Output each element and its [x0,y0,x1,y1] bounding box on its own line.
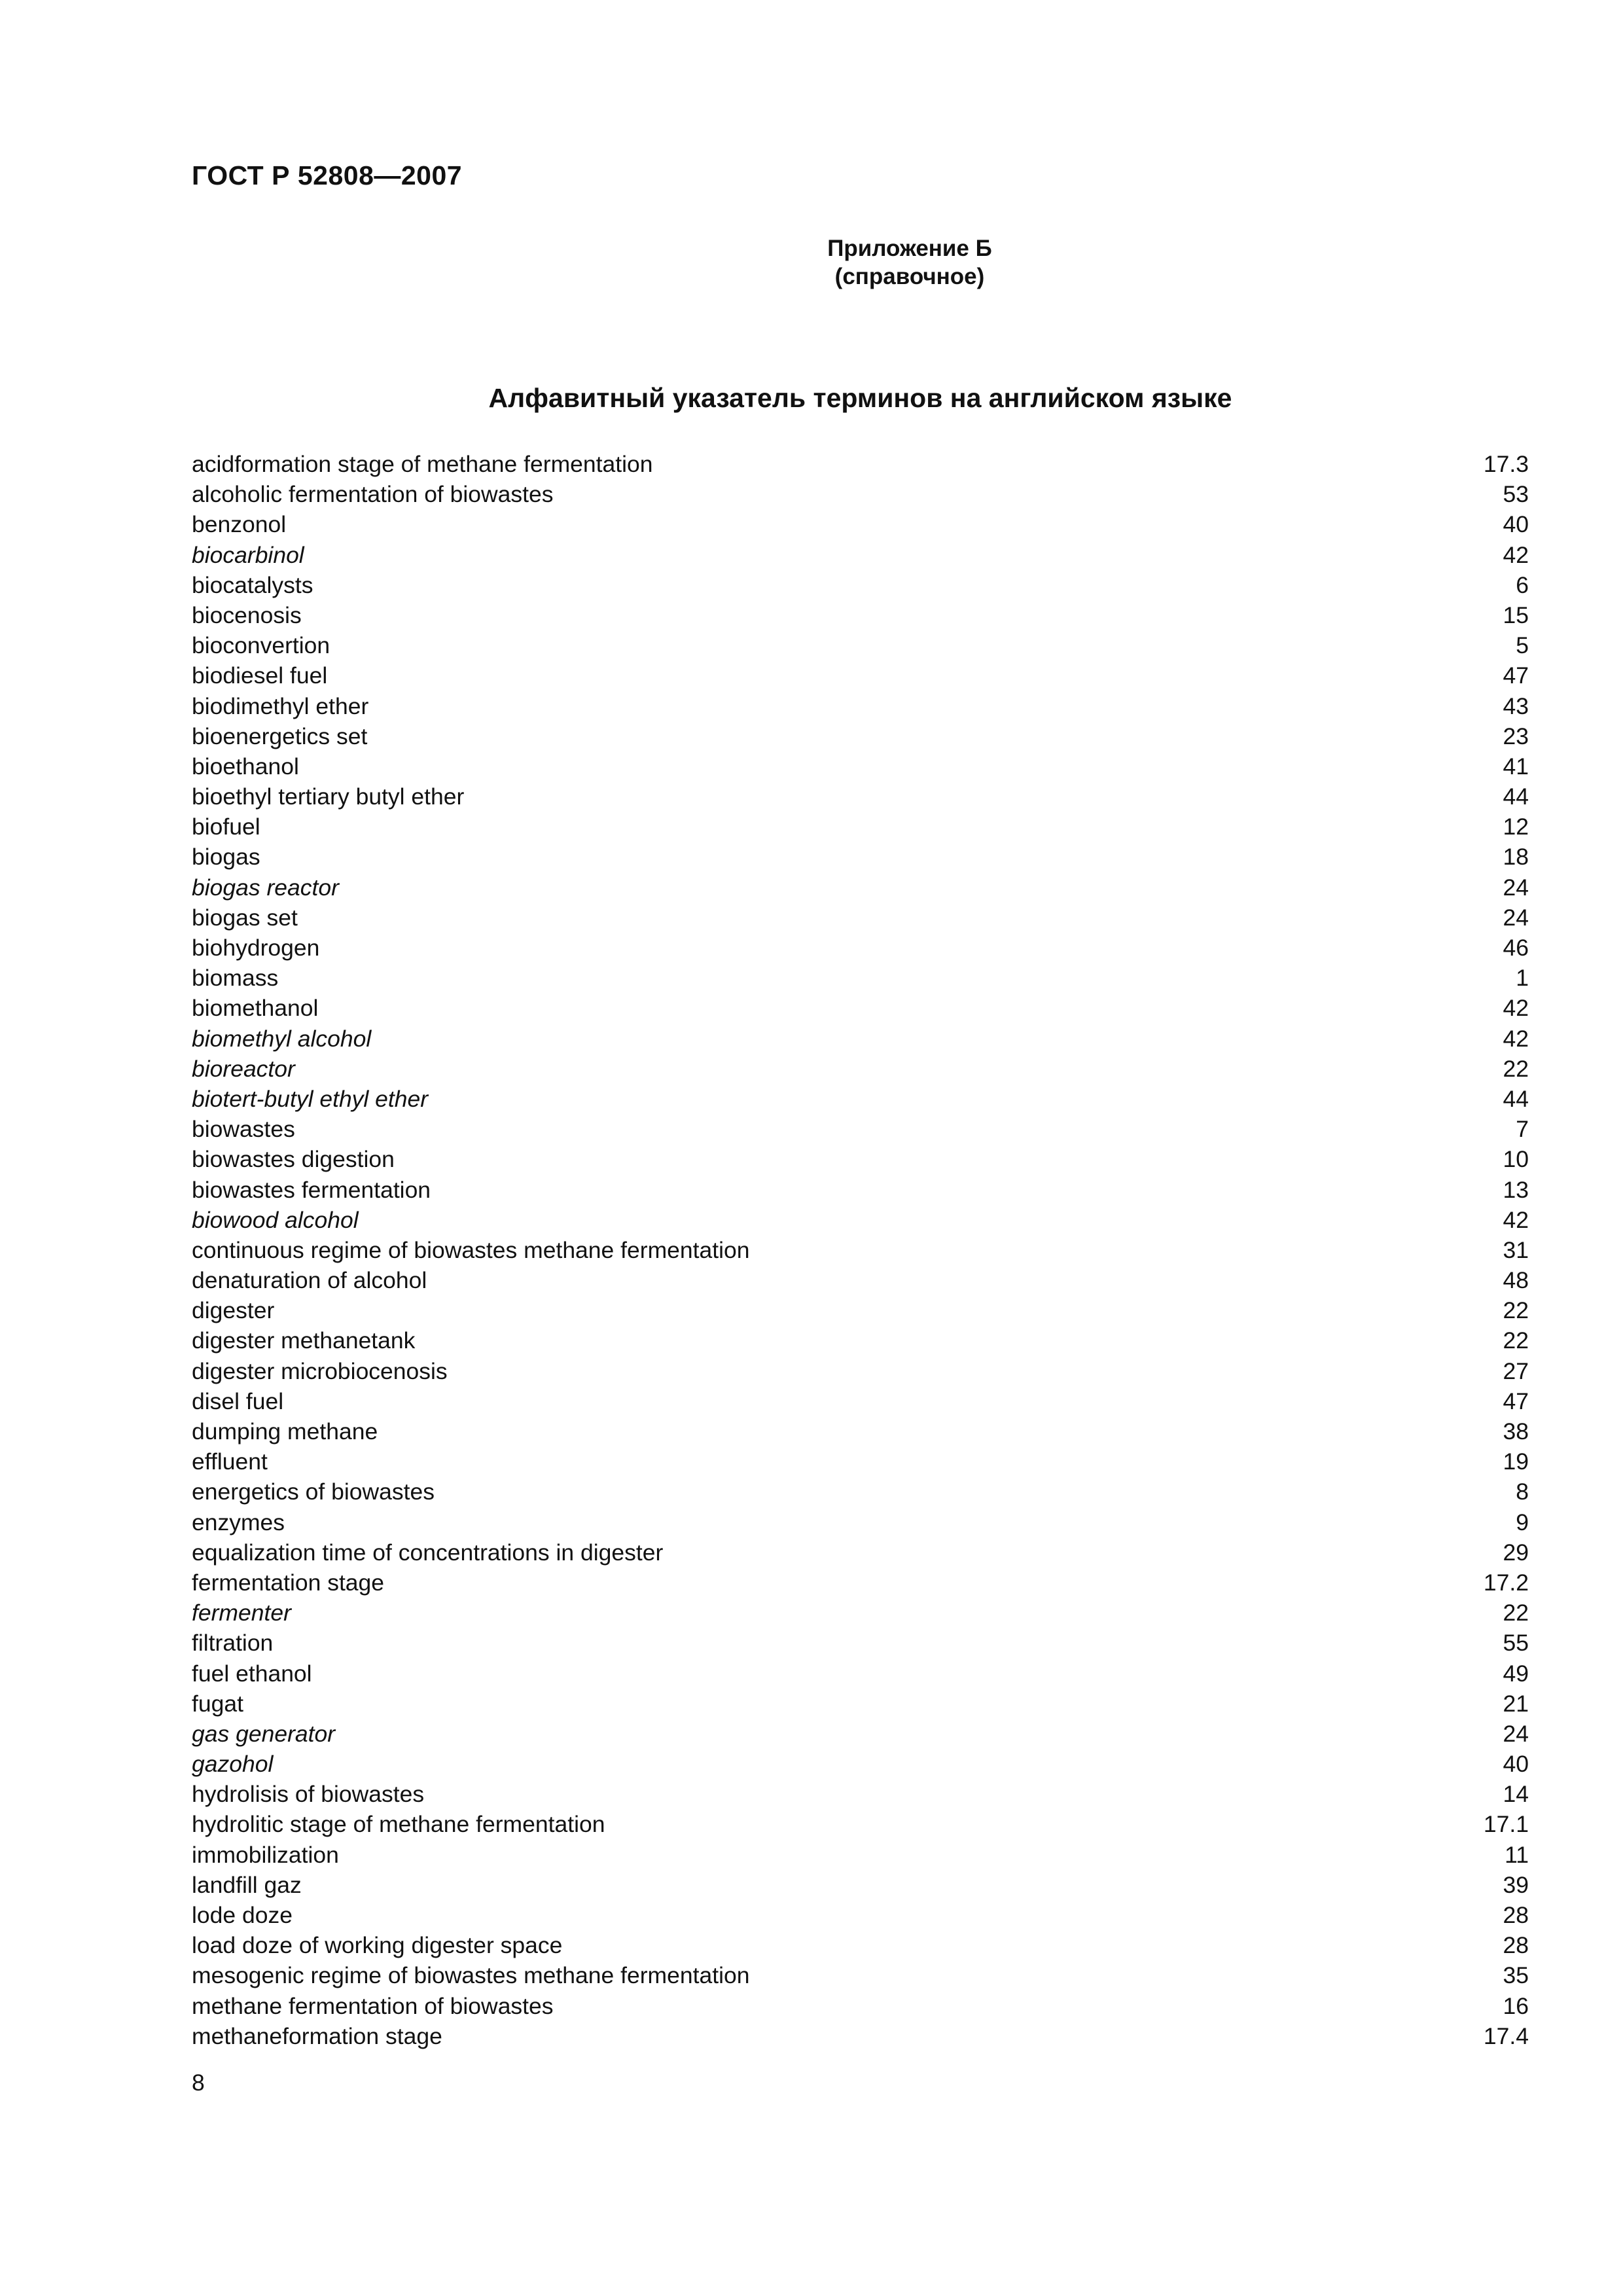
index-term: biogas set [192,904,298,931]
index-entry [192,570,1529,600]
index-term: bioreactor [192,1055,295,1082]
index-ref: 39 [1503,1871,1529,1898]
index-entry [192,1568,1529,1598]
index-term: fermenter [192,1600,291,1626]
index-ref: 17.3 [1483,451,1529,477]
index-entry [192,1960,1529,1990]
index-term: denaturation of alcohol [192,1267,427,1294]
index-entry [192,1930,1529,1960]
index-term: benzonol [192,511,287,538]
index-entry [192,872,1529,903]
index-entry [192,842,1529,872]
index-term: biowood alcohol [192,1206,359,1233]
index-entry [192,751,1529,781]
index-ref: 17.1 [1483,1811,1529,1838]
index-entry [192,1175,1529,1205]
index-ref: 42 [1503,541,1529,568]
document-code: ГОСТ Р 52808—2007 [192,160,463,190]
index-ref: 42 [1503,1206,1529,1233]
index-term: hydrolitic stage of methane fermentation [192,1811,605,1838]
index-term: bioethyl tertiary butyl ether [192,783,465,810]
index-term: biodiesel fuel [192,662,328,689]
index-entry [192,600,1529,630]
index-term: biowastes digestion [192,1146,395,1173]
index-ref: 12 [1503,814,1529,840]
index-entry [192,1356,1529,1386]
term-index-list [192,449,1529,2051]
index-entry [192,630,1529,660]
index-entry [192,1628,1529,1658]
index-entry [192,1689,1529,1719]
index-entry [192,1659,1529,1689]
index-term: disel fuel [192,1388,284,1414]
index-ref: 5 [1516,632,1529,659]
index-ref: 16 [1503,1992,1529,2019]
index-entry [192,449,1529,479]
index-entry [192,1114,1529,1144]
index-entry [192,1446,1529,1477]
index-ref: 24 [1503,904,1529,931]
index-ref: 42 [1503,1025,1529,1052]
index-ref: 13 [1503,1176,1529,1203]
appendix-title: Приложение Б [827,236,992,261]
index-term: digester [192,1297,275,1324]
index-term: filtration [192,1630,274,1657]
index-term: methaneformation stage [192,2022,442,2049]
appendix-type: (справочное) [834,264,985,289]
index-term: gazohol [192,1751,274,1778]
index-ref: 19 [1503,1448,1529,1475]
index-ref: 40 [1503,1751,1529,1778]
index-ref: 17.2 [1483,1569,1529,1596]
index-ref: 40 [1503,511,1529,538]
index-ref: 11 [1505,1841,1529,1868]
index-entry [192,1870,1529,1900]
index-ref: 24 [1503,1720,1529,1747]
index-ref: 10 [1503,1146,1529,1173]
index-term: load doze of working digester space [192,1932,563,1959]
index-ref: 15 [1503,601,1529,628]
index-entry [192,1477,1529,1507]
index-entry [192,540,1529,570]
index-term: enzymes [192,1509,285,1535]
index-entry [192,691,1529,721]
index-term: biocarbinol [192,541,304,568]
index-ref: 43 [1503,692,1529,719]
index-term: biohydrogen [192,935,320,961]
index-term: bioethanol [192,753,299,780]
index-ref: 44 [1503,1085,1529,1112]
index-entry [192,660,1529,691]
index-term: biomethyl alcohol [192,1025,372,1052]
index-term: fugat [192,1690,243,1717]
index-term: dumping methane [192,1418,378,1444]
index-ref: 49 [1503,1660,1529,1687]
index-ref: 7 [1516,1116,1529,1143]
index-term: lode doze [192,1902,293,1928]
index-entry [192,1507,1529,1537]
index-entry [192,1235,1529,1265]
index-entry [192,1144,1529,1174]
index-term: biocatalysts [192,571,313,598]
index-entry [192,1719,1529,1749]
index-entry [192,903,1529,933]
index-entry [192,509,1529,539]
index-term: alcoholic fermentation of biowastes [192,481,554,508]
index-term: energetics of biowastes [192,1479,435,1505]
index-ref: 28 [1503,1932,1529,1959]
index-entry [192,1598,1529,1628]
index-ref: 48 [1503,1267,1529,1294]
index-ref: 22 [1503,1297,1529,1324]
index-ref: 18 [1503,844,1529,870]
index-ref: 46 [1503,935,1529,961]
index-ref: 8 [1516,1479,1529,1505]
index-ref: 44 [1503,783,1529,810]
index-term: biofuel [192,814,260,840]
index-term: biogas [192,844,260,870]
index-term: acidformation stage of methane fermentation [192,451,653,477]
index-term: biocenosis [192,601,302,628]
index-ref: 22 [1503,1600,1529,1626]
index-ref: 21 [1503,1690,1529,1717]
index-ref: 6 [1516,571,1529,598]
index-term: biogas reactor [192,874,339,901]
page-number: 8 [192,2070,205,2096]
index-entry [192,1205,1529,1235]
index-ref: 31 [1503,1236,1529,1263]
index-entry [192,479,1529,509]
index-entry [192,963,1529,993]
index-ref: 47 [1503,662,1529,689]
index-ref: 28 [1503,1902,1529,1928]
index-term: continuous regime of biowastes methane fermentation [192,1236,750,1263]
index-entry [192,1749,1529,1779]
index-term: biotert-butyl ethyl ether [192,1085,429,1112]
index-term: equalization time of concentrations in digester [192,1539,664,1566]
index-entry [192,721,1529,751]
index-term: hydrolisis of biowastes [192,1781,425,1808]
index-term: digester methanetank [192,1327,416,1354]
index-entry [192,781,1529,812]
index-term: biowastes fermentation [192,1176,431,1203]
index-entry [192,1779,1529,1809]
index-entry [192,933,1529,963]
index-term: biodimethyl ether [192,692,369,719]
index-ref: 17.4 [1483,2022,1529,2049]
index-ref: 38 [1503,1418,1529,1444]
index-ref: 53 [1503,481,1529,508]
index-term: gas generator [192,1720,336,1747]
index-entry [192,812,1529,842]
index-term: biowastes [192,1116,295,1143]
index-term: mesogenic regime of biowastes methane fermentation [192,1962,750,1989]
index-entry [192,1416,1529,1446]
index-entry [192,1325,1529,1355]
index-ref: 42 [1503,995,1529,1022]
index-term: immobilization [192,1841,339,1868]
index-ref: 55 [1503,1630,1529,1657]
index-ref: 1 [1516,965,1529,992]
index-entry [192,1840,1529,1870]
index-entry [192,1084,1529,1114]
index-term: effluent [192,1448,268,1475]
index-term: digester microbiocenosis [192,1357,448,1384]
index-ref: 24 [1503,874,1529,901]
index-ref: 27 [1503,1357,1529,1384]
index-entry [192,1054,1529,1084]
index-ref: 41 [1503,753,1529,780]
index-ref: 35 [1503,1962,1529,1989]
index-entry [192,1265,1529,1295]
index-entry [192,1900,1529,1930]
index-ref: 23 [1503,723,1529,749]
index-ref: 9 [1516,1509,1529,1535]
index-term: methane fermentation of biowastes [192,1992,554,2019]
index-ref: 22 [1503,1327,1529,1354]
index-entry [192,1295,1529,1325]
index-title: Алфавитный указатель терминов на английском языке [488,383,1232,413]
index-term: bioconvertion [192,632,330,659]
index-entry [192,2021,1529,2051]
index-ref: 22 [1503,1055,1529,1082]
index-ref: 47 [1503,1388,1529,1414]
index-ref: 14 [1503,1781,1529,1808]
index-entry [192,1024,1529,1054]
index-term: bioenergetics set [192,723,368,749]
index-entry [192,1991,1529,2021]
index-term: fuel ethanol [192,1660,312,1687]
index-term: fermentation stage [192,1569,385,1596]
index-entry [192,993,1529,1023]
index-ref: 29 [1503,1539,1529,1566]
index-term: landfill gaz [192,1871,302,1898]
index-entry [192,1386,1529,1416]
index-entry [192,1809,1529,1839]
index-entry [192,1537,1529,1568]
index-term: biomethanol [192,995,319,1022]
index-term: biomass [192,965,279,992]
